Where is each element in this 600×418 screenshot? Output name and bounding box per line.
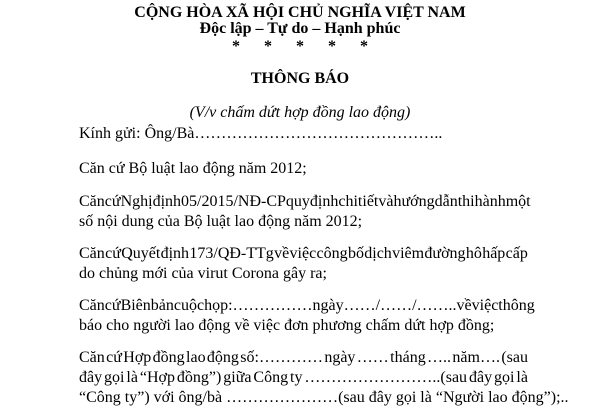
word: (sau [501, 349, 528, 366]
word: thi [457, 193, 475, 210]
word: ….. [427, 349, 452, 366]
word: hô [465, 245, 482, 262]
motto: Độc lập – Tự do – Hạnh phúc [199, 20, 401, 37]
word: chi [338, 193, 358, 210]
word: Nghị [120, 193, 153, 210]
paragraph-5-line-3: “Công ty”) với ông/bà …………………(sau đây gọi là “Người lao động”);.. [79, 389, 569, 406]
word: việc [289, 245, 317, 262]
word: ty [290, 369, 303, 386]
word: Quyết [121, 245, 161, 262]
word: “Hợp [139, 369, 175, 386]
word: cứ [106, 349, 122, 366]
word: Công [253, 369, 289, 386]
word: và [378, 193, 394, 210]
word: bố [347, 245, 364, 262]
word: hành [474, 193, 506, 210]
word: Căn [79, 349, 105, 366]
word: Căn [79, 193, 105, 210]
word: đây [468, 369, 493, 386]
word: cứ [105, 245, 121, 262]
word: Căn [79, 297, 105, 314]
word: hấp [482, 245, 506, 262]
paragraph-5-line-1 [79, 349, 528, 367]
paragraph-5-line-2 [79, 369, 528, 387]
stars-divider: * * * * * [232, 38, 378, 55]
word: Căn [79, 245, 105, 262]
paragraph-1: Căn cứ Bộ luật lao động năm 2012; [79, 160, 307, 177]
word: đồng”) [176, 369, 222, 386]
word: lao [186, 349, 206, 366]
word: về [274, 245, 290, 262]
greeting: Kính gửi: Ông/Bà……………………………………….. [79, 125, 443, 142]
word: định [152, 193, 182, 210]
word: năm…. [452, 349, 500, 366]
word: bản [150, 297, 174, 314]
word: quy [285, 193, 310, 210]
word: cấp [505, 245, 528, 262]
word: tiết [357, 193, 379, 210]
word: đồng [152, 349, 185, 366]
word: gọi [104, 369, 125, 386]
word: giữa [223, 369, 252, 386]
paragraph-2-line-2: số nội dung của Bộ luật lao động năm 2012; [79, 213, 363, 230]
word: đường [424, 245, 466, 262]
word: Hợp [123, 349, 152, 366]
word: định [309, 193, 339, 210]
word: …… [356, 349, 389, 366]
paragraph-3-line-2: do chủng mới của virut Corona gây ra; [79, 265, 327, 282]
word: một [505, 193, 531, 210]
word: là [126, 369, 138, 386]
word: thông [498, 297, 535, 314]
word: Biên [120, 297, 151, 314]
word: số:………… [240, 349, 323, 366]
paragraph-4-line-1 [79, 297, 535, 315]
word: định [160, 245, 190, 262]
word: cứ [104, 193, 121, 210]
word: dịch [364, 245, 392, 262]
word: dẫn [434, 193, 458, 210]
word: ……………………..(sau [304, 369, 468, 386]
document-subtitle: (V/v chấm dứt hợp đồng lao động) [189, 104, 411, 121]
word: đây [79, 369, 103, 386]
word: hướng [393, 193, 435, 210]
paragraph-2-line-1 [79, 193, 531, 211]
word: ngày [324, 349, 356, 366]
word: việc [471, 297, 499, 314]
word: họp:……………ngày……/……/……..về [204, 297, 472, 314]
paragraph-4-line-2: báo cho người lao động về việc đơn phương chấm dứt hợp đồng; [79, 317, 495, 334]
national-title: CỘNG HÒA XÃ HỘI CHỦ NGHĨA VIỆT NAM [134, 4, 466, 21]
word: công [316, 245, 348, 262]
word: gọi [494, 369, 515, 386]
document-title: THÔNG BÁO [250, 70, 350, 87]
word: cuộc [173, 297, 205, 314]
word: tháng [390, 349, 426, 366]
word: 05/2015/NĐ-CP [181, 193, 286, 210]
paragraph-3-line-1 [79, 245, 528, 263]
word: động [206, 349, 239, 366]
word: là [516, 369, 528, 386]
word: cứ [104, 297, 121, 314]
word: viêm [392, 245, 425, 262]
word: 173/QĐ-TTg [189, 245, 274, 262]
